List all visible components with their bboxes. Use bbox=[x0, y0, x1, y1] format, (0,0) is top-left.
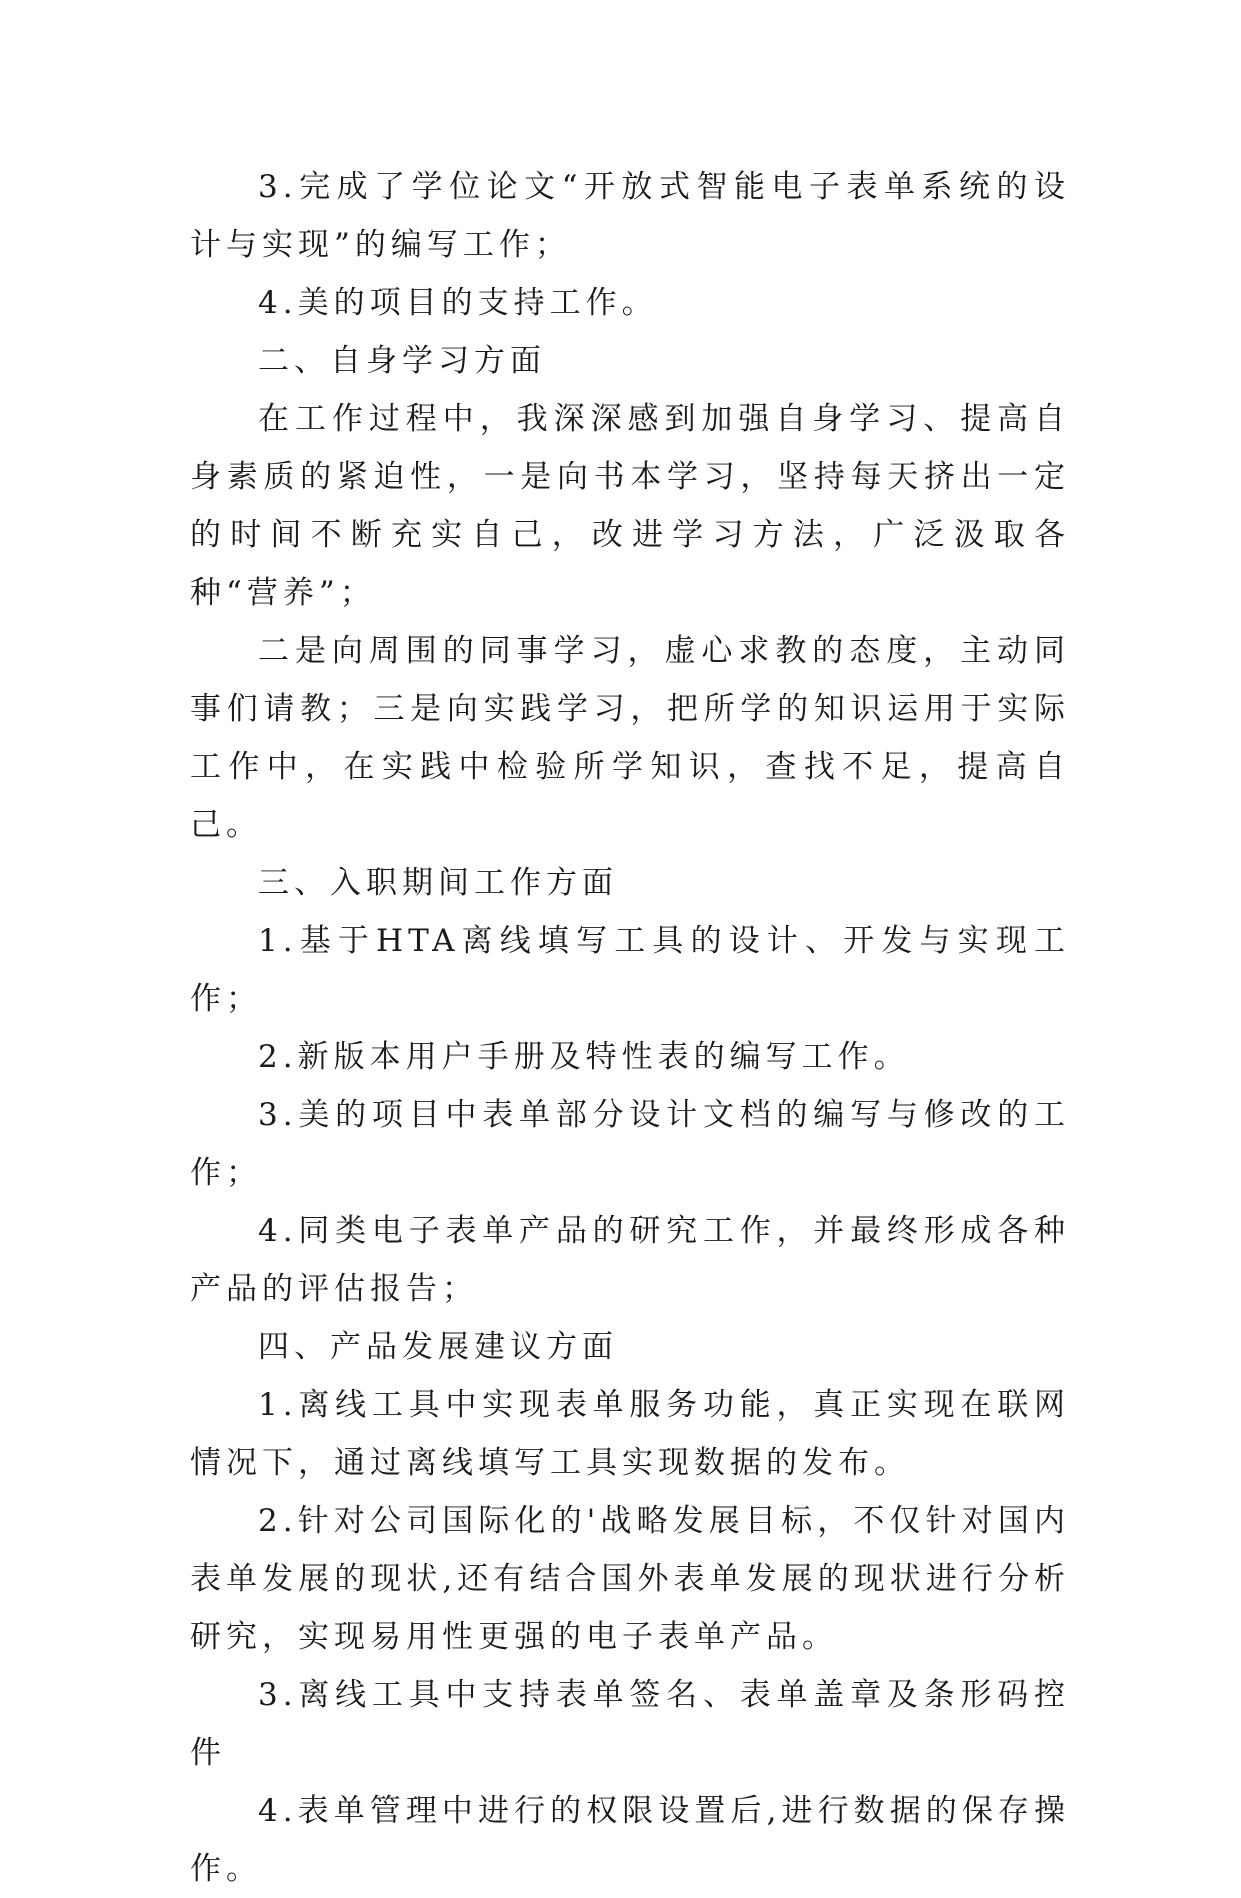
paragraph-self-study-1: 在工作过程中，我深深感到加强自身学习、提高自身素质的紧迫性，一是向书本学习，坚持每天挤出一定的时间不断充实自己，改进学习方法，广泛汲取各种“营养”； bbox=[190, 401, 1070, 611]
paragraph-self-study-2: 二是向周围的同事学习，虚心求教的态度，主动同事们请教；三是向实践学习，把所学的知识运用于实际工作中，在实践中检验所学知识，查找不足，提高自己。 bbox=[190, 633, 1070, 843]
paragraph-work-item-2: 2.新版本用户手册及特性表的编写工作。 bbox=[258, 1039, 910, 1075]
section-heading-work-during-employment: 三、入职期间工作方面 bbox=[258, 865, 618, 901]
paragraph-suggestion-2: 2.针对公司国际化的'战略发展目标，不仅针对国内表单发展的现状,还有结合国外表单发展的现状进行分析研究，实现易用性更强的电子表单产品。 bbox=[190, 1503, 1070, 1655]
paragraph-midea-support: 4.美的项目的支持工作。 bbox=[258, 285, 658, 321]
paragraph-suggestion-3: 3.离线工具中支持表单签名、表单盖章及条形码控件 bbox=[190, 1677, 1070, 1771]
section-heading-self-study: 二、自身学习方面 bbox=[258, 343, 546, 379]
paragraph-suggestion-4: 4.表单管理中进行的权限设置后,进行数据的保存操作。 bbox=[190, 1793, 1070, 1887]
paragraph-work-item-1: 1.基于HTA离线填写工具的设计、开发与实现工作； bbox=[190, 923, 1070, 1017]
paragraph-suggestion-1: 1.离线工具中实现表单服务功能，真正实现在联网情况下，通过离线填写工具实现数据的发布。 bbox=[190, 1387, 1070, 1481]
paragraph-work-item-3: 3.美的项目中表单部分设计文档的编写与修改的工作； bbox=[190, 1097, 1070, 1191]
section-heading-product-suggestions: 四、产品发展建议方面 bbox=[258, 1329, 618, 1365]
paragraph-thesis-completed: 3.完成了学位论文“开放式智能电子表单系统的设计与实现”的编写工作； bbox=[190, 169, 1070, 263]
document-body bbox=[190, 158, 1070, 1898]
paragraph-work-item-4: 4.同类电子表单产品的研究工作，并最终形成各种产品的评估报告； bbox=[190, 1213, 1070, 1307]
